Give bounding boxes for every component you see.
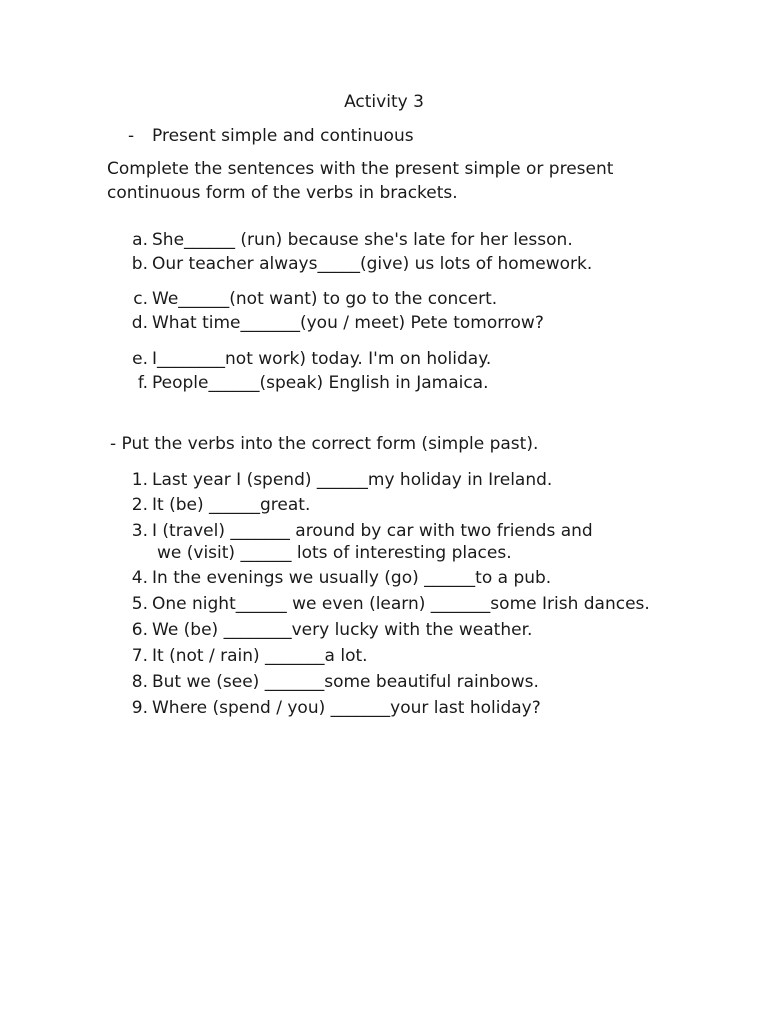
item-text-1: Last year I (spend) ______my holiday in Ireland. [152,470,553,490]
item-marker-f: f. [137,373,148,393]
item-marker-1: 1. [131,470,148,490]
section2-heading: - Put the verbs into the correct form (simple past). [110,434,539,454]
item-marker-d: d. [131,313,148,333]
item-text-5: One night______ we even (learn) _______some Irish dances. [152,594,650,614]
instructions-line1: Complete the sentences with the present simple or present [107,159,614,179]
item-marker-4: 4. [131,568,148,588]
item-text-9: Where (spend / you) _______your last holiday? [152,698,541,718]
item-text-a: She______ (run) because she's late for her lesson. [152,230,573,250]
item-text-3-continuation: we (visit) ______ lots of interesting places. [157,543,512,563]
item-text-6: We (be) ________very lucky with the weather. [152,620,533,640]
item-marker-9: 9. [131,698,148,718]
item-marker-b: b. [131,254,148,274]
section1-dash: - [128,126,135,146]
item-text-d: What time_______(you / meet) Pete tomorrow? [152,313,544,333]
item-marker-2: 2. [131,495,148,515]
item-marker-a: a. [132,230,148,250]
item-text-4: In the evenings we usually (go) ______to a pub. [152,568,552,588]
section1-heading: Present simple and continuous [152,126,414,146]
item-marker-e: e. [132,349,148,369]
item-marker-8: 8. [131,672,148,692]
item-text-3: I (travel) _______ around by car with two friends and [152,521,593,541]
item-text-8: But we (see) _______some beautiful rainbows. [152,672,539,692]
item-text-f: People______(speak) English in Jamaica. [152,373,489,393]
page-title: Activity 3 [344,92,424,112]
item-marker-5: 5. [131,594,148,614]
item-text-7: It (not / rain) _______a lot. [152,646,368,666]
item-text-e: I________not work) today. I'm on holiday. [152,349,492,369]
item-text-2: It (be) ______great. [152,495,311,515]
item-marker-3: 3. [131,521,148,541]
item-marker-c: c. [133,289,148,309]
item-text-c: We______(not want) to go to the concert. [152,289,498,309]
item-text-b: Our teacher always_____(give) us lots of homework. [152,254,593,274]
item-marker-6: 6. [131,620,148,640]
instructions-line2: continuous form of the verbs in brackets. [107,183,458,203]
item-marker-7: 7. [131,646,148,666]
